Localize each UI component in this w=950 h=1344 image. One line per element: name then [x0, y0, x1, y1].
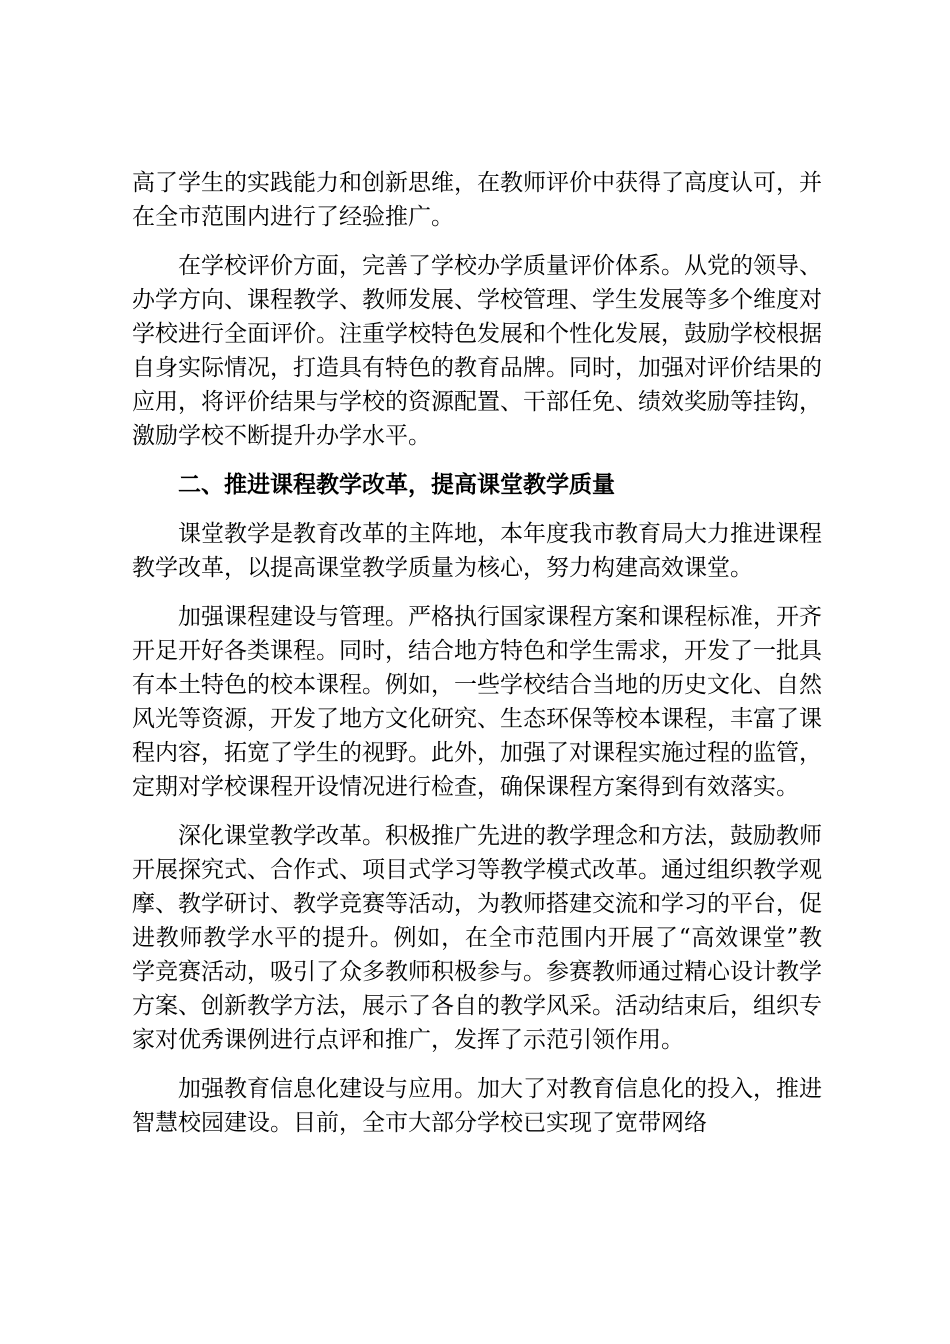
paragraph-school-evaluation: 在学校评价方面，完善了学校办学质量评价体系。从党的领导、办学方向、课程教学、教师发展、学校管理、学生发展等多个维度对学校进行全面评价。注重学校特色发展和个性化发展，鼓励学校根据自身实际情况，打造具有特色的教育品牌。同时，加强对评价结果的应用，将评价结果与学校的资源配置、干部任免、绩效奖励等挂钩，激励学校不断提升办学水平。: [132, 253, 822, 449]
paragraph-continuation: 高了学生的实践能力和创新思维，在教师评价中获得了高度认可，并在全市范围内进行了经验推广。: [132, 170, 822, 230]
paragraph-curriculum-building: 加强课程建设与管理。严格执行国家课程方案和课程标准，开齐开足开好各类课程。同时，结合地方特色和学生需求，开发了一批具有本土特色的校本课程。例如，一些学校结合当地的历史文化、自然风光等资源，开发了地方文化研究、生态环保等校本课程，丰富了课程内容，拓宽了学生的视野。此外，加强了对课程实施过程的监管，定期对学校课程开设情况进行检查，确保课程方案得到有效落实。: [132, 604, 822, 800]
paragraph-classroom-teaching: 课堂教学是教育改革的主阵地，本年度我市教育局大力推进课程教学改革，以提高课堂教学质量为核心，努力构建高效课堂。: [132, 521, 822, 581]
paragraph-informatization: 加强教育信息化建设与应用。加大了对教育信息化的投入，推进智慧校园建设。目前，全市大部分学校已实现了宽带网络: [132, 1076, 822, 1136]
section-heading: 二、推进课程教学改革，提高课堂教学质量: [178, 472, 615, 498]
paragraph-teaching-reform: 深化课堂教学改革。积极推广先进的教学理念和方法，鼓励教师开展探究式、合作式、项目式学习等教学模式改革。通过组织教学观摩、教学研讨、教学竞赛等活动，为教师搭建交流和学习的平台，促进教师教学水平的提升。例如，在全市范围内开展了“高效课堂”教学竞赛活动，吸引了众多教师积极参与。参赛教师通过精心设计教学方案、创新教学方法，展示了各自的教学风采。活动结束后，组织专家对优秀课例进行点评和推广，发挥了示范引领作用。: [132, 823, 822, 1053]
document-body: [132, 166, 822, 1155]
